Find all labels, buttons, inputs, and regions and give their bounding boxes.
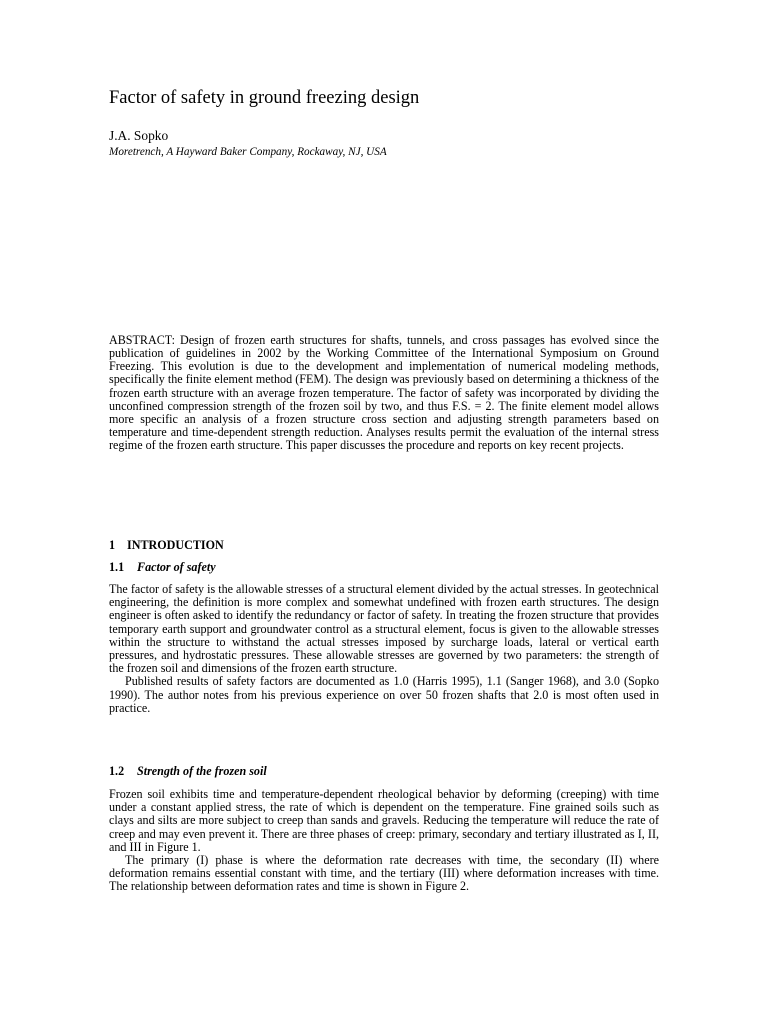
section-introduction	[109, 538, 659, 553]
section-heading	[109, 538, 659, 553]
section-title: INTRODUCTION	[127, 538, 224, 552]
paragraph: Frozen soil exhibits time and temperature-dependent rheological behavior by deforming (creeping) with time under a constant applied stress, the rate of which is dependent on the temperature. Fine grained soils such as clays and silts are more subject to creep than sands and gravels. Reducing the temperature will reduce the rate of creep and may even prevent it. There are three phases of creep: primary, secondary and tertiary illustrated as I, II, and III in Figure 1.	[109, 787, 659, 854]
subsection-strength-frozen-soil	[109, 764, 659, 779]
subsection-body-factor-of-safety	[109, 583, 659, 715]
paragraph: The factor of safety is the allowable stresses of a structural element divided by the actual stresses. In geotechnical engineering, the definition is more complex and somewhat undefined with frozen earth structures. The design engineer is often asked to identify the redundancy or factor of safety. In treating the frozen structure that provides temporary earth support and groundwater control as a structural element, focus is given to the allowable stresses within the structure to withstand the actual stresses imposed by surcharge loads, lateral or vertical earth pressures, and hydrostatic pressures. These allowable stresses are governed by two parameters: the strength of the frozen soil and dimensions of the frozen earth structure.	[109, 582, 659, 676]
subsection-title: Strength of the frozen soil	[137, 764, 267, 778]
subsection-factor-of-safety	[109, 560, 659, 575]
paragraph: The primary (I) phase is where the deformation rate decreases with time, the secondary (II) where deformation remains essential constant with time, and the tertiary (III) where deformation increases with time. The relationship between deformation rates and time is shown in Figure 2.	[109, 853, 659, 894]
subsection-title: Factor of safety	[137, 560, 216, 574]
paper-title: Factor of safety in ground freezing design	[109, 88, 420, 108]
paragraph: Published results of safety factors are documented as 1.0 (Harris 1995), 1.1 (Sanger 1968), and 3.0 (Sopko 1990). The author notes from his previous experience on over 50 frozen shafts that 2.0 is most often used in practice.	[109, 674, 659, 715]
subsection-heading	[109, 764, 659, 779]
paper-abstract: ABSTRACT: Design of frozen earth structures for shafts, tunnels, and cross passages has evolved since the publication of guidelines in 2002 by the Working Committee of the International Symposium on Ground Freezing. This evolution is due to the development and implementation of numerical modeling methods, specifically the finite element method (FEM). The design was previously based on determining a thickness of the frozen earth structure with an average frozen temperature. The factor of safety was incorporated by dividing the unconfined compression strength of the frozen soil by two, and thus F.S. = 2. The finite element model allows more specific an analysis of a frozen structure cross section and adjusting strength parameters based on temperature and time-dependent strength reduction. Analyses results permit the evaluation of the internal stress regime of the frozen earth structure. This paper discusses the procedure and reports on key recent projects.	[109, 333, 659, 453]
section-number: 1	[109, 538, 116, 552]
subsection-number: 1.2	[109, 764, 125, 778]
paper-affiliation: Moretrench, A Hayward Baker Company, Rockaway, NJ, USA	[109, 146, 387, 158]
subsection-body-strength-frozen-soil	[109, 788, 659, 894]
subsection-number: 1.1	[109, 560, 125, 574]
paper-author: J.A. Sopko	[109, 128, 169, 143]
subsection-heading	[109, 560, 659, 575]
